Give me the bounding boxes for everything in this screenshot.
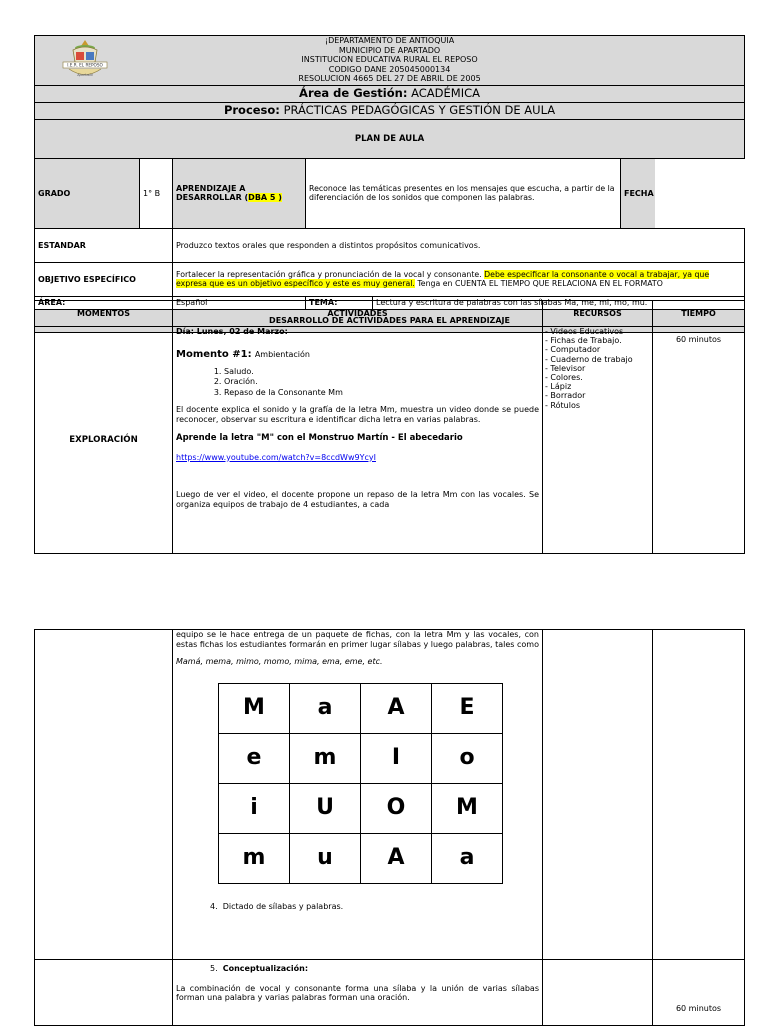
grid-letter-cell: a <box>290 683 361 733</box>
recurso-item: - Televisor <box>545 363 586 373</box>
area-label: ÁREA: <box>35 296 173 309</box>
video-link[interactable]: https://www.youtube.com/watch?v=8ccdWw9YcyI <box>176 452 376 462</box>
plan-table-page1 <box>34 35 745 333</box>
grid-row <box>219 783 503 833</box>
grid-letter-cell: e <box>219 733 290 783</box>
list-item: 1. Saludo. <box>224 367 539 377</box>
col-tiempo: TIEMPO <box>653 301 745 327</box>
grid-letter-cell: u <box>290 833 361 883</box>
aprendizaje-label: APRENDIZAJE A DESARROLLAR (DBA 5 ) <box>173 158 306 228</box>
grid-letter-cell: M <box>219 683 290 733</box>
letter-grid <box>218 683 503 884</box>
dia-title: Día: Lunes, 02 de Marzo: <box>176 327 288 336</box>
recurso-item: - Borrador <box>545 391 586 401</box>
estandar-label: ESTANDAR <box>35 228 173 262</box>
aprendizaje-text: Reconoce las temáticas presentes en los mensajes que escucha, a partir de la diferenciación de los sonidos que componen las palabras. <box>306 158 621 228</box>
svg-text:Apartadó: Apartadó <box>77 73 93 77</box>
grid-letter-cell: A <box>361 683 432 733</box>
grid-row <box>219 833 503 883</box>
grado-value: 1° B <box>140 158 173 228</box>
grid-letter-cell: i <box>219 783 290 833</box>
tiempo-value: 60 minutos <box>653 327 745 554</box>
momento-1-list <box>176 367 539 398</box>
activity-description <box>173 327 543 554</box>
grid-letter-cell: A <box>361 833 432 883</box>
recurso-item: - Fichas de Trabajo. <box>545 336 622 346</box>
paragraph-combinacion: La combinación de vocal y consonante forma una sílaba y la unión de varias sílabas forman una palabra y varias palabras forman una oración. <box>176 983 539 1003</box>
grid-letter-cell: O <box>361 783 432 833</box>
examples: Mamá, mema, mimo, momo, mima, ema, eme, etc. <box>176 657 383 667</box>
activity-continued <box>173 630 543 960</box>
grid-letter-cell: M <box>432 783 503 833</box>
momento-exploracion: EXPLORACIÓN <box>35 327 173 554</box>
header-line-2: MUNICIPIO DE APARTADO <box>338 45 441 55</box>
plan-de-aula-title: PLAN DE AULA <box>35 119 745 158</box>
grid-letter-cell: m <box>219 833 290 883</box>
objetivo-value: Fortalecer la representación gráfica y pronunciación de la vocal y consonante. Debe especificar la consonante o vocal a trabajar, ya que expresa que es un objetivo específico y este es muy general. Tenga en CUENTA EL TIEMPO QUE RELACIONA EN EL FORMATO <box>173 262 745 296</box>
activities-table <box>34 300 745 554</box>
grado-label: GRADO <box>35 158 140 228</box>
grid-letter-cell: m <box>290 733 361 783</box>
header-line-1: ¡DEPARTAMENTO DE ANTIOQUIA <box>324 36 455 45</box>
tema-value: Lectura y escritura de palabras con las sílabas Ma, me, mi, mo, mu. <box>376 297 648 307</box>
grid-row <box>219 733 503 783</box>
paragraph-luego: Luego de ver el video, el docente propone un repaso de la letra Mm con las vocales. Se organiza equipos de trabajo de 4 estudiantes, a cada <box>176 490 539 509</box>
momento-1: Momento #1: Ambientación <box>176 348 310 360</box>
recurso-item: - Colores. <box>545 372 583 382</box>
recurso-item: - Cuaderno de trabajo <box>545 354 633 364</box>
desarrollo-title: DESARROLLO DE ACTIVIDADES PARA EL APRENDIZAJE <box>35 309 745 332</box>
school-logo <box>59 38 107 77</box>
grid-letter-cell: o <box>432 733 503 783</box>
list-item: 3. Repaso de la Consonante Mm <box>224 388 539 398</box>
institution-header <box>35 36 745 86</box>
area-gestion: Área de Gestión: ACADÉMICA <box>35 86 745 103</box>
recurso-item: - Lápiz <box>545 382 572 392</box>
proceso: Proceso: PRÁCTICAS PEDAGÓGICAS Y GESTIÓN DE AULA <box>35 103 745 120</box>
item-4: 4. Dictado de sílabas y palabras. <box>210 901 344 911</box>
recurso-item: - Videos Educativos <box>545 327 624 336</box>
item-5: 5. Conceptualización: <box>210 964 309 973</box>
list-item: 2. Oración. <box>224 377 539 387</box>
header-line-3: INSTITUCION EDUCATIVA RURAL EL REPOSO <box>301 55 478 65</box>
tiempo-value-2: 60 minutos <box>653 960 745 1026</box>
svg-text:I.E.R. EL REPOSO: I.E.R. EL REPOSO <box>67 62 103 68</box>
video-title: Aprende la letra "M" con el Monstruo Martín - El abecedario <box>176 432 463 443</box>
header-line-4: CODIGO DANE 205045000134 <box>328 64 451 74</box>
col-momentos: MOMENTOS <box>35 301 173 327</box>
grid-row <box>219 683 503 733</box>
fecha-label: FECHA <box>621 159 655 228</box>
grid-letter-cell: I <box>361 733 432 783</box>
col-actividades: ACTIVIDADES <box>173 301 543 327</box>
recurso-item: - Rótulos <box>545 400 581 410</box>
grid-letter-cell: U <box>290 783 361 833</box>
estandar-value: Produzco textos orales que responden a distintos propósitos comunicativos. <box>173 228 745 262</box>
paragraph-explica: El docente explica el sonido y la grafía de la letra Mm, muestra un video donde se puede reconocer, observar su escritura e identificar dicha letra en varias palabras. <box>176 405 539 424</box>
col-recursos: RECURSOS <box>543 301 653 327</box>
recurso-item: - Computador <box>545 345 601 355</box>
objetivo-label: OBJETIVO ESPECÍFICO <box>35 262 173 296</box>
conceptualizacion <box>173 960 543 1026</box>
area-value: Español <box>173 296 306 309</box>
paragraph-equipo: equipo se le hace entrega de un paquete de fichas, con la letra Mm y las vocales, con estas fichas los estudiantes formarán en primer lugar sílabas y luego palabras, tales como <box>176 630 539 649</box>
grid-letter-cell: E <box>432 683 503 733</box>
tema-label: TEMA: <box>306 297 373 309</box>
plan-table-page2 <box>34 629 745 1026</box>
header-line-5: RESOLUCION 4665 DEL 27 DE ABRIL DE 2005 <box>298 74 481 84</box>
grid-letter-cell: a <box>432 833 503 883</box>
recursos-list <box>543 327 653 554</box>
